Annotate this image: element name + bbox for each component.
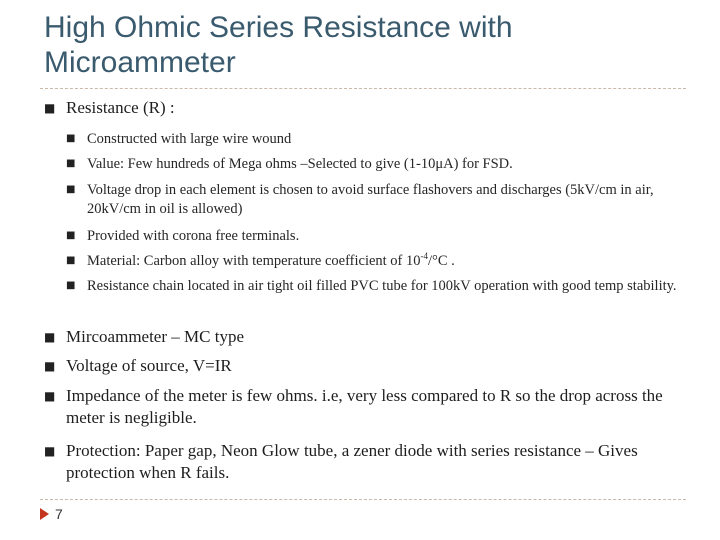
page-marker-triangle-icon — [40, 508, 49, 520]
bullet-text: Resistance (R) : — [66, 98, 175, 117]
material-text-after: /°C . — [428, 253, 455, 269]
sub-bullet-text: Provided with corona free terminals. — [87, 228, 300, 244]
bullet-text: Voltage of source, V=IR — [66, 356, 232, 375]
material-exponent: -4 — [420, 251, 429, 262]
square-bullet-icon: ■ — [66, 280, 76, 291]
square-bullet-icon: ■ — [66, 184, 76, 195]
square-bullet-icon: ■ — [44, 389, 56, 403]
bullet-text: Protection: Paper gap, Neon Glow tube, a zener diode with series resistance – Gives protection when R fails. — [66, 441, 638, 482]
bullet-text: Mircoammeter – MC type — [66, 327, 244, 346]
square-bullet-icon: ■ — [44, 444, 56, 458]
sub-bullet-text: Value: Few hundreds of Mega ohms –Selected to give (1-10μA) for FSD. — [87, 156, 513, 172]
sub-bullet-text: Voltage drop in each element is chosen to avoid surface flashovers and discharges (5kV/cm in air, 20kV/cm in oil is allowed) — [87, 182, 654, 217]
square-bullet-icon: ■ — [44, 101, 56, 115]
material-text-before: Material: Carbon alloy with temperature coefficient of 10 — [87, 253, 421, 269]
sub-bullet-text: Constructed with large wire wound — [87, 131, 292, 147]
square-bullet-icon: ■ — [44, 330, 56, 344]
title-divider — [40, 88, 686, 89]
square-bullet-icon: ■ — [66, 158, 76, 169]
slide-title: High Ohmic Series Resistance with Microammeter — [44, 11, 513, 79]
sub-bullet-text — [87, 252, 687, 271]
square-bullet-icon: ■ — [66, 133, 76, 144]
footer-divider — [40, 499, 686, 500]
bullet-text: Impedance of the meter is few ohms. i.e, very less compared to R so the drop across the meter is negligible. — [66, 386, 663, 427]
square-bullet-icon: ■ — [66, 255, 76, 266]
square-bullet-icon: ■ — [44, 359, 56, 373]
sub-bullet-text: Resistance chain located in air tight oil filled PVC tube for 100kV operation with good temp stability. — [87, 278, 677, 294]
page-number: 7 — [55, 506, 63, 522]
square-bullet-icon: ■ — [66, 230, 76, 241]
